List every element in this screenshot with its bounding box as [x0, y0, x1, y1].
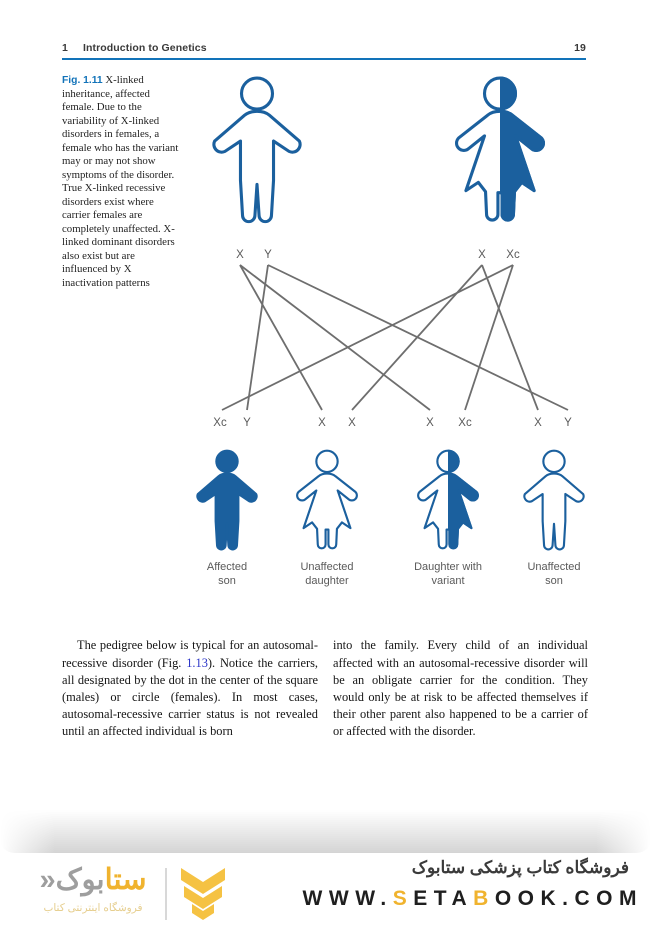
chromosome-label: X	[426, 417, 434, 429]
inheritance-line	[352, 265, 482, 410]
chromosome-label: X	[478, 249, 486, 261]
wordmark-guillemet: «	[39, 864, 56, 896]
body-text-run: ). Notice the carriers, all designated by the dot in the center of the square (males) or circle (females). In most cases, autosomal-recessive carrier status is not revealed until an affected individual is born	[62, 655, 318, 739]
figure-label: Fig. 1.11	[62, 75, 103, 86]
store-title-farsi: فروشگاه کتاب پزشکی ستابوک	[411, 858, 629, 877]
body-paragraph-left	[62, 637, 318, 740]
chromosome-label: X	[318, 417, 326, 429]
logo-tagline: فروشگاه اینترنتی کتاب	[43, 902, 143, 914]
inheritance-line	[465, 265, 513, 410]
inheritance-line	[240, 265, 430, 410]
chromosome-label: Xc	[458, 417, 472, 429]
child-name-label: variant	[431, 575, 465, 587]
chromosome-label: X	[534, 417, 542, 429]
logo-divider	[165, 868, 167, 920]
wordmark-accent-part: ستا	[104, 864, 147, 896]
father-figure	[214, 78, 300, 222]
child-name-label: Daughter with	[414, 561, 482, 573]
page-bottom-shadow	[0, 810, 651, 853]
wordmark-gray-part: بوک	[55, 864, 105, 896]
unaffected-daughter-figure	[297, 451, 357, 549]
chromosome-label: Xc	[213, 417, 227, 429]
inheritance-line	[240, 265, 322, 410]
page-number: 19	[574, 42, 586, 54]
chevrons-icon	[180, 866, 226, 924]
chromosome-label: X	[348, 417, 356, 429]
body-text	[62, 625, 588, 753]
mother-figure	[457, 78, 544, 220]
child-name-label: Affected	[206, 561, 248, 573]
chromosome-label: X	[236, 249, 244, 261]
chromosome-label: Y	[243, 417, 251, 429]
inheritance-line	[482, 265, 538, 410]
child-name-label: daughter	[305, 575, 349, 587]
website-url-segment: OOK.COM	[494, 887, 643, 910]
website-url[interactable]	[303, 887, 643, 911]
chromosome-label: Y	[564, 417, 572, 429]
setabook-wordmark	[28, 864, 158, 896]
website-url-accent-letter: B	[473, 887, 495, 910]
body-text-run: The pedigree below is typical for an autosomal-recessive disorder (Fig.	[62, 638, 318, 670]
child-name-label: Unaffected	[527, 561, 581, 573]
affected-son-figure	[197, 451, 256, 550]
body-paragraph-right: into the family. Every child of an individual affected with an autosomal-recessive disorder will be an obligate carrier for the condition. They would only be at risk to be affected themselves if their other parent also happened to be a carrier of or affected with the disorder.	[333, 638, 588, 739]
chapter-title: Introduction to Genetics	[82, 42, 207, 54]
website-url-segment: ETA	[413, 887, 474, 910]
child-name-label: son	[218, 575, 236, 587]
daughter with-variant-figure	[418, 451, 478, 549]
unaffected-son-figure	[524, 451, 583, 550]
website-url-segment: WWW.	[302, 887, 393, 910]
chromosome-label: Xc	[506, 249, 520, 261]
chapter-number: 1	[62, 42, 68, 54]
child-name-label: Unaffected	[300, 561, 354, 573]
website-url-accent-letter: S	[392, 887, 414, 910]
figure-caption-text: X-linked inheritance, affected female. Due to the variability of X-linked disorders in females, a female who has the variant may or may not show symptoms of the disorder. True X-linked recessive disorders exist where carrier females are completely unaffected. X-linked dominant disorders also exist but are influenced by X inactivation patterns	[62, 74, 179, 289]
chromosome-label: Y	[264, 249, 272, 261]
figure-reference-link[interactable]: 1.13	[186, 655, 208, 670]
child-name-label: son	[545, 575, 563, 587]
